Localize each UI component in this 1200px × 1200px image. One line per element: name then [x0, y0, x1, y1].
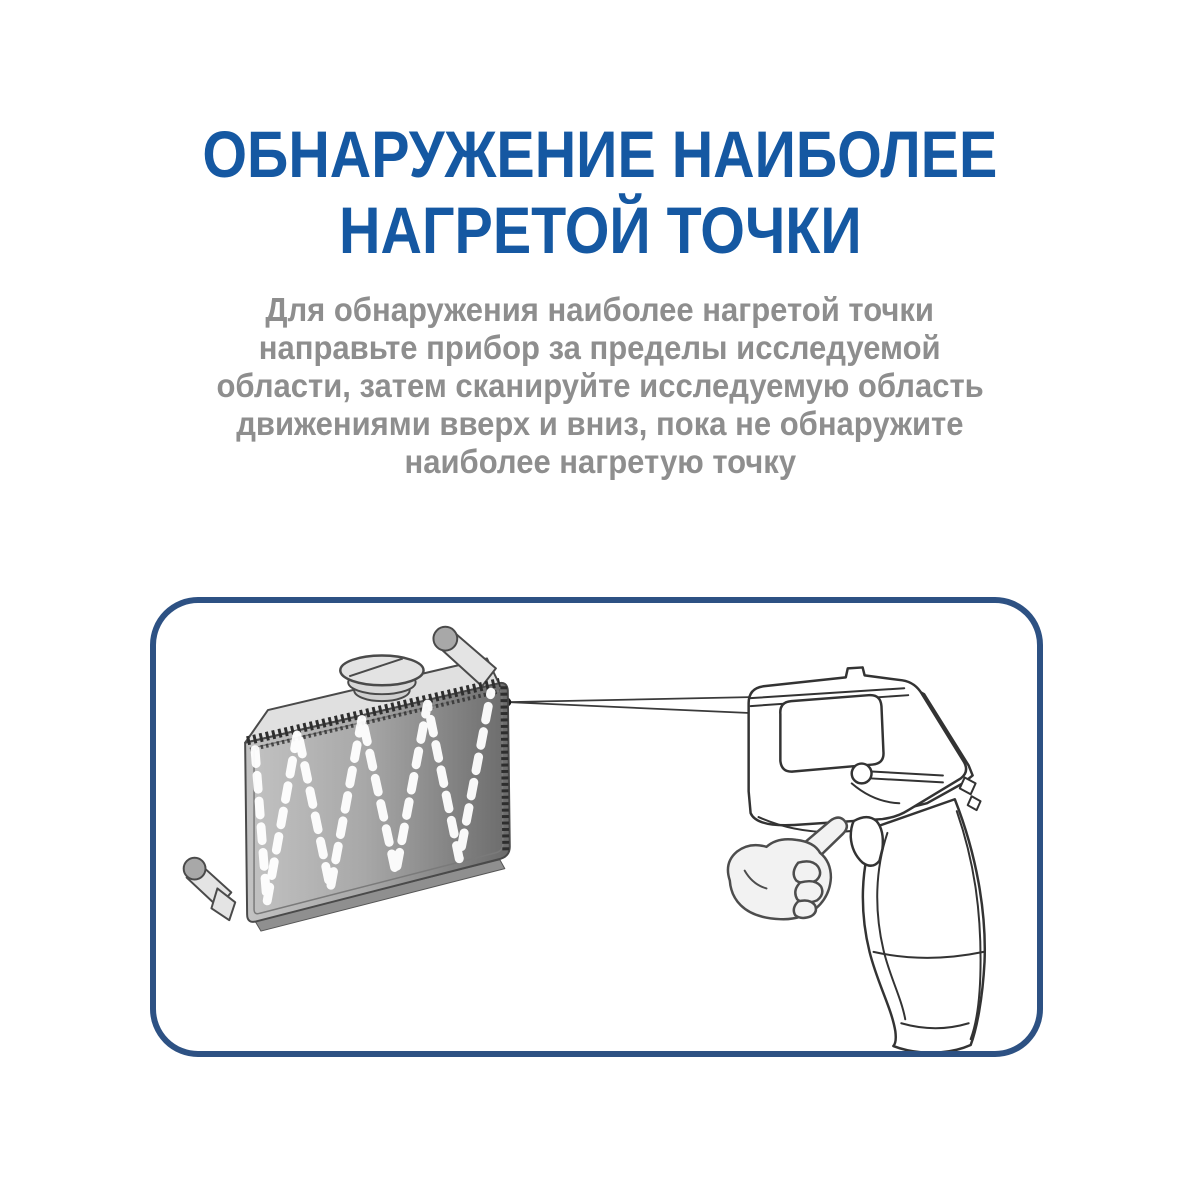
title-line-1: ОБНАРУЖЕНИЕ НАИБОЛЕЕ	[202, 117, 998, 192]
gun-trigger	[851, 817, 883, 866]
radiator-pipes	[184, 858, 236, 920]
scanning-illustration	[156, 603, 1037, 1051]
gun-button	[968, 796, 981, 810]
radiator	[184, 627, 510, 931]
instruction-line: наиболее нагретую точку	[404, 443, 796, 480]
illustration-frame	[150, 597, 1043, 1057]
instruction-line: области, затем сканируйте исследуемую область	[216, 367, 984, 404]
instruction-text	[0, 291, 1200, 481]
instruction-line: движениями вверх и вниз, пока не обнаружите	[236, 405, 964, 442]
gun-lens-panel	[780, 695, 883, 771]
laser-beam	[502, 697, 749, 713]
pointing-hand	[728, 818, 847, 920]
instruction-line: Для обнаружения наиболее нагретой точки	[265, 291, 935, 328]
title-line-2: НАГРЕТОЙ ТОЧКИ	[338, 193, 862, 268]
instruction-line: направьте прибор за пределы исследуемой	[259, 329, 941, 366]
gun-pivot	[852, 764, 872, 784]
page-title	[0, 116, 1200, 268]
